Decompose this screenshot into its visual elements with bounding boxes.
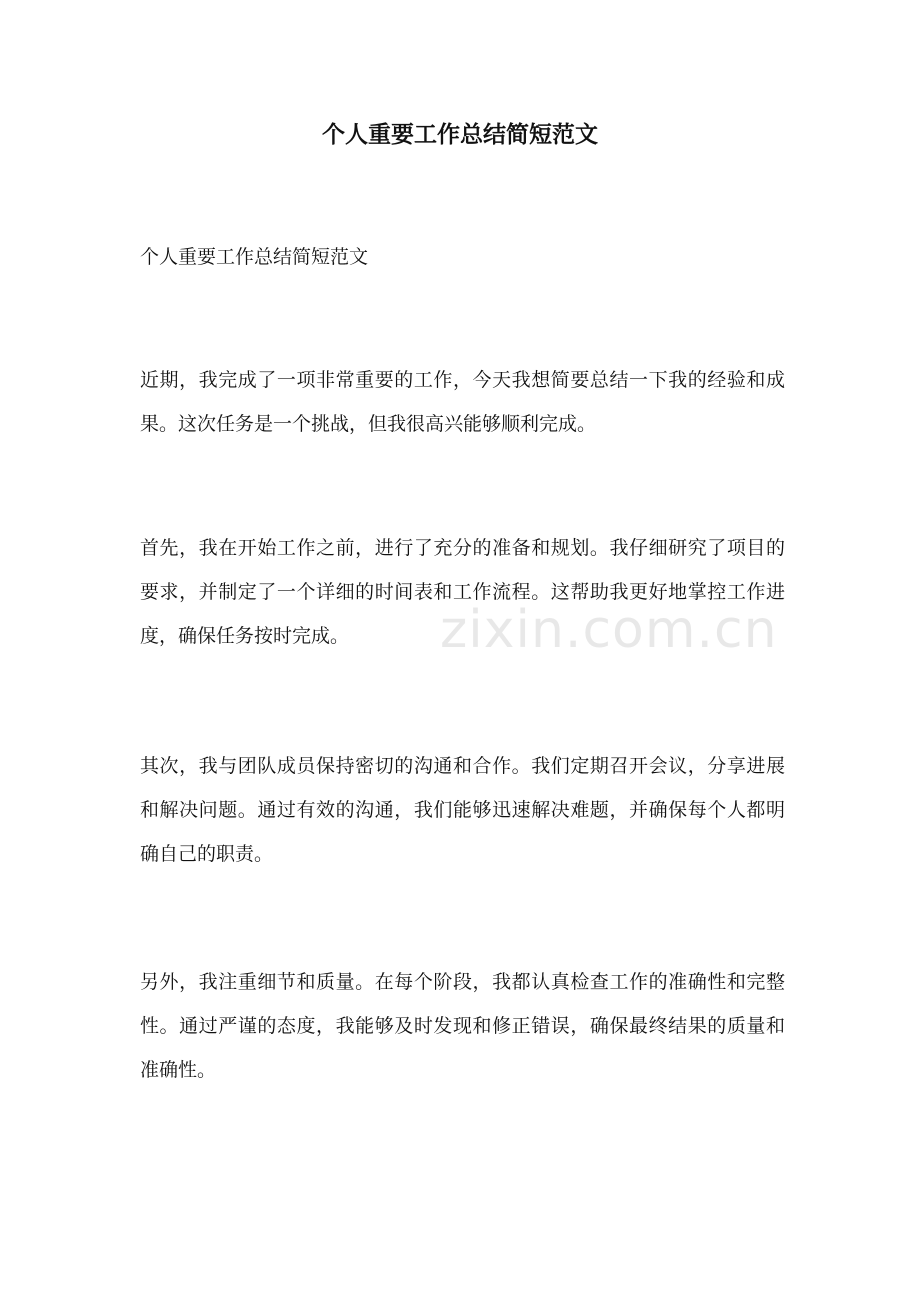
paragraph-preparation: 首先，我在开始工作之前，进行了充分的准备和规划。我仔细研究了项目的要求，并制定了一个详细的时间表和工作流程。这帮助我更好地掌控工作进度，确保任务按时完成。 [140,537,785,647]
document-title: 个人重要工作总结简短范文 [322,121,598,148]
watermark: zixin.com.cn [440,600,778,660]
paragraph-intro: 近期，我完成了一项非常重要的工作，今天我想简要总结一下我的经验和成果。这次任务是一个挑战，但我很高兴能够顺利完成。 [140,369,785,435]
document-subtitle: 个人重要工作总结简短范文 [140,246,369,268]
paragraph-quality: 另外，我注重细节和质量。在每个阶段，我都认真检查工作的准确性和完整性。通过严谨的态度，我能够及时发现和修正错误，确保最终结果的质量和准确性。 [140,971,785,1081]
paragraph-communication: 其次，我与团队成员保持密切的沟通和合作。我们定期召开会议，分享进展和解决问题。通过有效的沟通，我们能够迅速解决难题，并确保每个人都明确自己的职责。 [140,755,785,865]
